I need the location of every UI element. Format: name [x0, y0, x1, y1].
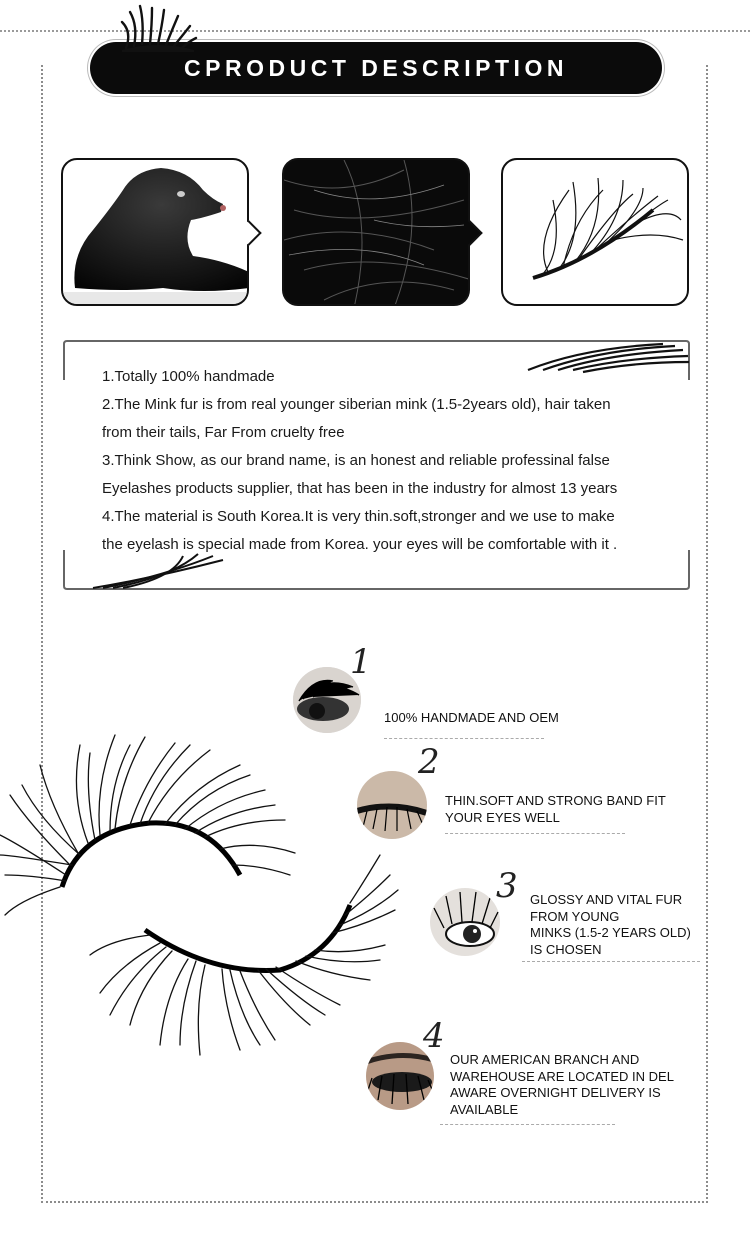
eye-makeup-photo	[430, 888, 500, 956]
feature-divider	[445, 833, 625, 834]
description-line: Eyelashes products supplier, that has been in the industry for almost 13 years	[102, 480, 618, 497]
fur-photo	[282, 158, 470, 306]
eye-makeup-photo	[357, 771, 427, 839]
feature-text: GLOSSY AND VITAL FUR FROM YOUNG MINKS (1.5-2 YEARS OLD) IS CHOSEN	[530, 892, 691, 957]
description-line: from their tails, Far From cruelty free	[102, 424, 345, 441]
feature-number: 2	[418, 742, 440, 782]
mink-lashes-image	[0, 725, 400, 1065]
description-line: 1.Totally 100% handmade	[102, 368, 275, 385]
feature-number: 1	[350, 642, 372, 682]
feature-divider	[440, 1124, 615, 1125]
top-dotted-divider	[0, 30, 750, 32]
feature-number: 4	[423, 1016, 445, 1056]
mink-photo	[61, 158, 249, 306]
description-line: 4.The material is South Korea.It is very thin.soft,stronger and we use to make	[102, 508, 615, 525]
feature-text: THIN.SOFT AND STRONG BAND FIT YOUR EYES WELL	[445, 793, 666, 825]
feature-text: OUR AMERICAN BRANCH AND WAREHOUSE ARE LOCATED IN DEL AWARE OVERNIGHT DELIVERY IS AVAILABLE	[450, 1052, 674, 1117]
feature-text: 100% HANDMADE AND OEM	[384, 710, 559, 725]
description-line: 3.Think Show, as our brand name, is an honest and reliable professinal false	[102, 452, 610, 469]
feature-number: 3	[496, 866, 518, 906]
description-line: the eyelash is special made from Korea. your eyes will be comfortable with it .	[102, 536, 618, 553]
lash-photo	[501, 158, 689, 306]
feature-divider	[384, 738, 544, 739]
page-title: CPRODUCT DESCRIPTION	[184, 55, 568, 81]
feature-divider	[522, 961, 700, 962]
description-line: 2.The Mink fur is from real younger siberian mink (1.5-2years old), hair taken	[102, 396, 611, 413]
